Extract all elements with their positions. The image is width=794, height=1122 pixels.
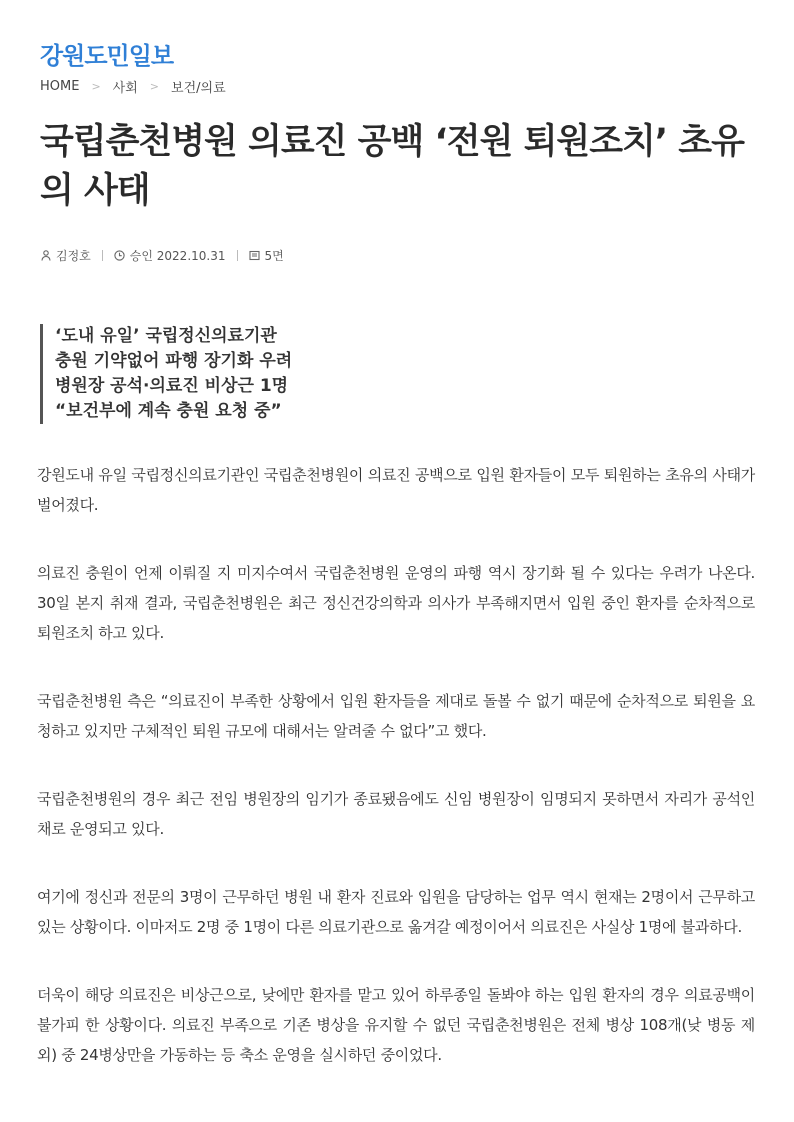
site-logo[interactable]: 강원도민일보 (40, 42, 174, 70)
article-paragraph: 의료진 충원이 언제 이뤄질 지 미지수여서 국립춘천병원 운영의 파행 역시 장기화 될 수 있다는 우려가 나온다. 30일 본지 취재 결과, 국립춘천병원은 최근 정신건강의학과 의사가 부족해지면서 입원 중인 환자를 순차적으로 퇴원조치 하고 있다. (37, 564, 755, 642)
meta-divider (237, 250, 238, 261)
breadcrumb-section[interactable]: 사회 (112, 81, 138, 96)
page-info (249, 247, 284, 264)
chevron-right-icon: > (91, 80, 101, 93)
article-paragraph: 더욱이 해당 의료진은 비상근으로, 낮에만 환자를 맡고 있어 하루종일 돌봐야 하는 입원 환자의 경우 의료공백이 불가피 한 상황이다. 의료진 부족으로 기존 병상을 유지할 수 없던 국립춘천병원은 전체 병상 108개(낮 병동 제외) 중 24병상만을 가동하는 등 축소 운영을 실시하던 중이었다. (37, 986, 755, 1064)
subhead-line: 충원 기약없어 파행 장기화 우려 (55, 351, 293, 371)
article-paragraph: 국립춘천병원의 경우 최근 전임 병원장의 임기가 종료됐음에도 신임 병원장이 임명되지 못하면서 자리가 공석인 채로 운영되고 있다. (37, 790, 755, 838)
person-icon (40, 250, 52, 262)
page-number: 5면 (264, 249, 284, 263)
article-subheads (40, 324, 292, 424)
breadcrumb (40, 77, 226, 96)
approved-info (114, 247, 226, 264)
chevron-right-icon: > (149, 80, 160, 93)
subhead-line: ‘도내 유일’ 국립정신의료기관 (55, 326, 277, 346)
article-title: 국립춘천병원 의료진 공백 ‘전원 퇴원조치’ 초유의 사태 (40, 122, 744, 211)
breadcrumb-subsection[interactable]: 보건/의료 (171, 81, 226, 96)
author-name: 김정호 (56, 249, 91, 263)
article-meta (40, 247, 284, 264)
breadcrumb-home[interactable]: HOME (40, 79, 80, 94)
article-paragraph: 국립춘천병원 측은 “의료진이 부족한 상황에서 입원 환자들을 제대로 돌볼 수 없기 때문에 순차적으로 퇴원을 요청하고 있지만 구체적인 퇴원 규모에 대해서는 알려줄 수 없다”고 했다. (37, 692, 755, 740)
article-paragraph: 강원도내 유일 국립정신의료기관인 국립춘천병원이 의료진 공백으로 입원 환자들이 모두 퇴원하는 초유의 사태가 벌어졌다. (37, 466, 755, 514)
subhead-line: 병원장 공석·의료진 비상근 1명 (55, 376, 289, 396)
article-paragraph: 여기에 정신과 전문의 3명이 근무하던 병원 내 환자 진료와 입원을 담당하는 업무 역시 현재는 2명이서 근무하고 있는 상황이다. 이마저도 2명 중 1명이 다른 의료기관으로 옮겨갈 예정이어서 의료진은 사실상 1명에 불과하다. (37, 888, 755, 936)
newspaper-icon (249, 250, 261, 262)
author-info[interactable] (40, 247, 91, 264)
subhead-line: “보건부에 계속 충원 요청 중” (55, 401, 282, 421)
meta-divider (102, 250, 103, 261)
article-body (37, 460, 755, 1108)
approved-date: 승인 2022.10.31 (129, 249, 226, 263)
clock-icon (114, 250, 126, 262)
